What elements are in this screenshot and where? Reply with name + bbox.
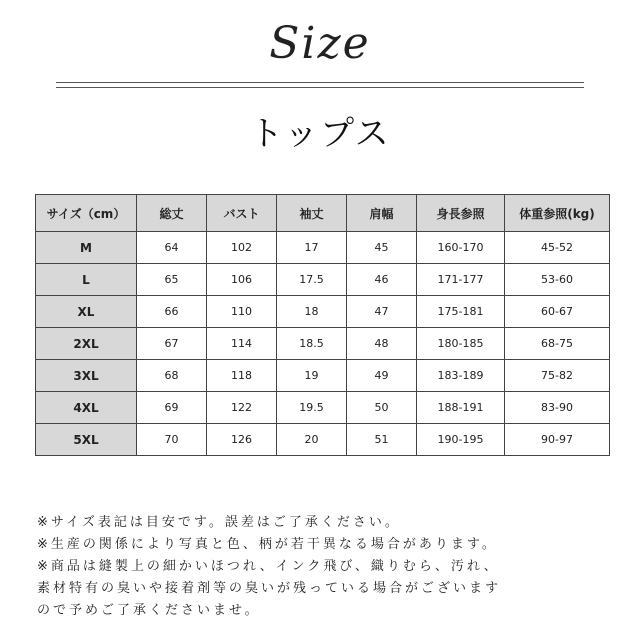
cell-size: 3XL [36, 360, 137, 392]
cell-height-ref: 183-189 [417, 360, 505, 392]
cell-height-ref: 180-185 [417, 328, 505, 360]
cell-weight-ref: 53-60 [505, 264, 610, 296]
size-title: Size [269, 18, 371, 69]
cell-length: 66 [137, 296, 207, 328]
header-size: サイズ（cm） [36, 195, 137, 232]
table-header-row [36, 195, 610, 232]
cell-shoulder: 49 [347, 360, 417, 392]
cell-bust: 126 [207, 424, 277, 456]
cell-length: 67 [137, 328, 207, 360]
cell-weight-ref: 68-75 [505, 328, 610, 360]
note-line: 素材特有の臭いや接着剤等の臭いが残っている場合がございます [37, 581, 502, 596]
table-row [36, 232, 610, 264]
cell-height-ref: 160-170 [417, 232, 505, 264]
divider-line-top [56, 82, 584, 83]
cell-height-ref: 188-191 [417, 392, 505, 424]
cell-shoulder: 46 [347, 264, 417, 296]
header-length: 総丈 [137, 195, 207, 232]
table-row [36, 328, 610, 360]
divider-line-bottom [56, 87, 584, 88]
table-row [36, 360, 610, 392]
cell-height-ref: 190-195 [417, 424, 505, 456]
cell-sleeve: 17 [277, 232, 347, 264]
header-shoulder: 肩幅 [347, 195, 417, 232]
cell-sleeve: 18.5 [277, 328, 347, 360]
cell-size: 2XL [36, 328, 137, 360]
cell-shoulder: 47 [347, 296, 417, 328]
cell-sleeve: 20 [277, 424, 347, 456]
note-line: ※サイズ表記は目安です。誤差はご了承ください。 [37, 515, 401, 530]
cell-shoulder: 48 [347, 328, 417, 360]
header-sleeve: 袖丈 [277, 195, 347, 232]
cell-length: 70 [137, 424, 207, 456]
size-chart-table [35, 194, 610, 456]
cell-length: 64 [137, 232, 207, 264]
cell-shoulder: 51 [347, 424, 417, 456]
cell-weight-ref: 45-52 [505, 232, 610, 264]
cell-sleeve: 19 [277, 360, 347, 392]
cell-height-ref: 175-181 [417, 296, 505, 328]
cell-weight-ref: 90-97 [505, 424, 610, 456]
table-row [36, 392, 610, 424]
cell-length: 65 [137, 264, 207, 296]
note-line: ので予めご了承くださいませ。 [37, 603, 261, 618]
table-row [36, 264, 610, 296]
cell-shoulder: 50 [347, 392, 417, 424]
cell-bust: 102 [207, 232, 277, 264]
cell-bust: 110 [207, 296, 277, 328]
cell-size: M [36, 232, 137, 264]
cell-bust: 106 [207, 264, 277, 296]
table-row [36, 296, 610, 328]
cell-bust: 114 [207, 328, 277, 360]
cell-length: 69 [137, 392, 207, 424]
cell-weight-ref: 83-90 [505, 392, 610, 424]
note-line: ※生産の関係により写真と色、柄が若干異なる場合があります。 [37, 537, 498, 552]
cell-sleeve: 19.5 [277, 392, 347, 424]
header-weight-ref: 体重参照(kg) [505, 195, 610, 232]
table-row [36, 424, 610, 456]
cell-bust: 122 [207, 392, 277, 424]
cell-shoulder: 45 [347, 232, 417, 264]
cell-size: XL [36, 296, 137, 328]
cell-weight-ref: 60-67 [505, 296, 610, 328]
notes-block [37, 512, 617, 622]
header-bust: バスト [207, 195, 277, 232]
cell-weight-ref: 75-82 [505, 360, 610, 392]
cell-size: L [36, 264, 137, 296]
category-heading: トップス [249, 114, 391, 154]
cell-size: 4XL [36, 392, 137, 424]
cell-sleeve: 18 [277, 296, 347, 328]
cell-height-ref: 171-177 [417, 264, 505, 296]
note-line: ※商品は縫製上の細かいほつれ、インク飛び、織りむら、汚れ、 [37, 559, 500, 574]
cell-bust: 118 [207, 360, 277, 392]
cell-sleeve: 17.5 [277, 264, 347, 296]
header-height-ref: 身長参照 [417, 195, 505, 232]
cell-length: 68 [137, 360, 207, 392]
cell-size: 5XL [36, 424, 137, 456]
